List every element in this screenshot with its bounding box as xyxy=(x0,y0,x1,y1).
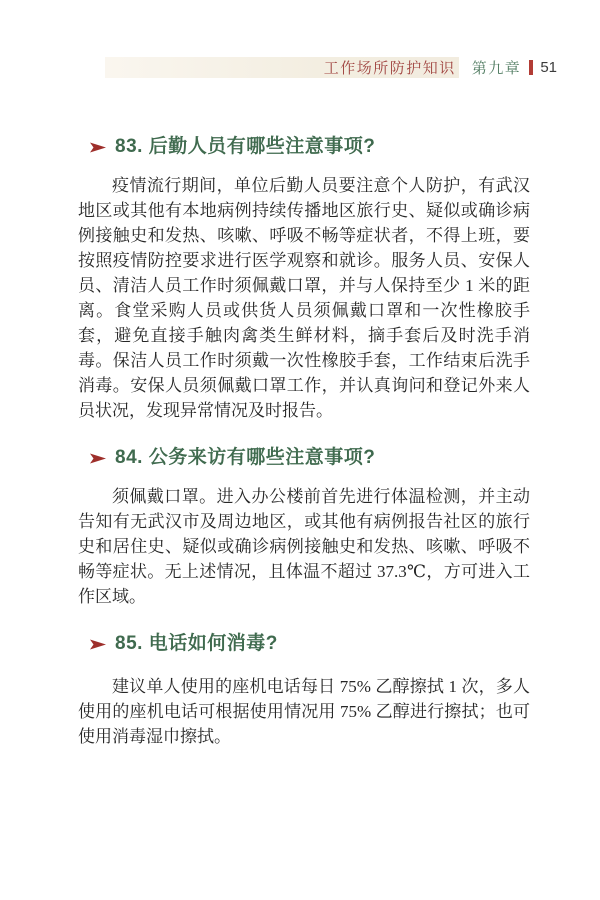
arrowhead-right-icon xyxy=(90,452,106,465)
arrowhead-right-icon xyxy=(90,638,106,651)
header-book-title: 工作场所防护知识 xyxy=(323,60,456,77)
section-83-paragraph: 疫情流行期间，单位后勤人员要注意个人防护，有武汉地区或其他有本地病例持续传播地区旅行史、疑似或确诊病例接触史和发热、咳嗽、呼吸不畅等症状者，不得上班，要按照疫情防控要求进行医学观察和就诊。服务人员、安保人员、清洁人员工作时须佩戴口罩，并与人保持至少 1 米的距离。食堂采购人员或供货人员须佩戴口罩和一次性橡胶手套，避免直接手触肉禽类生鲜材料，摘手套后及时洗手消毒。保洁人员工作时须戴一次性橡胶手套，工作结束后洗手消毒。安保人员须佩戴口罩工作，并认真询问和登记外来人员状况，发现异常情况及时报告。 xyxy=(78,176,530,420)
section-83-heading-text: 83. 后勤人员有哪些注意事项? xyxy=(115,136,376,157)
arrowhead-right-icon xyxy=(90,141,106,154)
header-chapter-label: 第九章 xyxy=(471,60,522,77)
section-85-heading xyxy=(78,631,530,657)
section-85-heading-text: 85. 电话如何消毒? xyxy=(115,633,278,654)
section-84-heading xyxy=(78,445,530,471)
section-83-heading xyxy=(78,134,530,160)
section-85-paragraph: 建议单人使用的座机电话每日 75% 乙醇擦拭 1 次，多人使用的座机电话可根据使用情况用 75% 乙醇进行擦拭；也可使用消毒湿巾擦拭。 xyxy=(78,677,530,746)
page-number: 51 xyxy=(540,59,557,76)
page-content xyxy=(78,0,530,749)
section-84-heading-text: 84. 公务来访有哪些注意事项? xyxy=(115,447,376,468)
section-84-paragraph: 须佩戴口罩。进入办公楼前首先进行体温检测，并主动告知有无武汉市及周边地区，或其他有病例报告社区的旅行史和居住史、疑似或确诊病例接触史和发热、咳嗽、呼吸不畅等症状。无上述情况，且体温不超过 37.3℃，方可进入工作区域。 xyxy=(78,487,530,606)
